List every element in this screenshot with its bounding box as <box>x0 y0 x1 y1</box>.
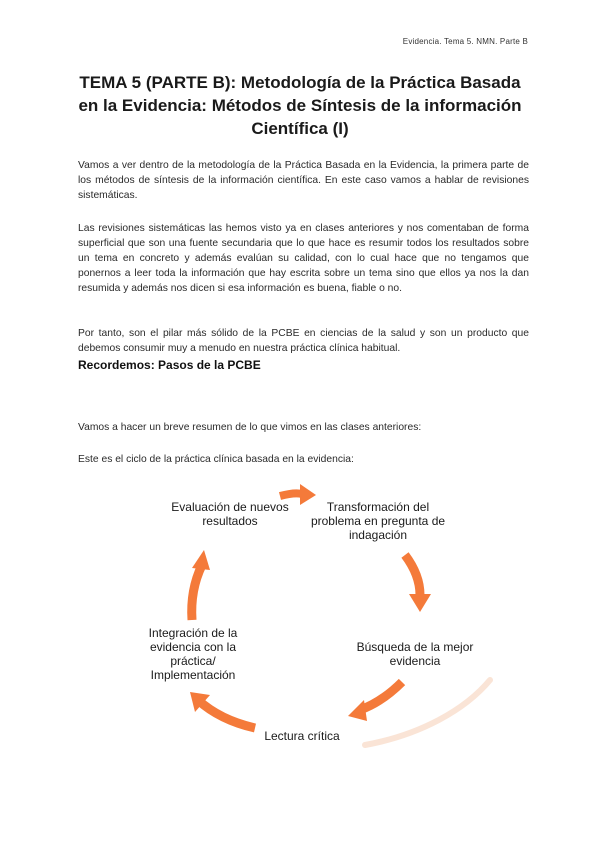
cycle-step-evaluation: Evaluación de nuevos resultados <box>171 500 289 528</box>
section-heading: Recordemos: Pasos de la PCBE <box>78 358 261 372</box>
summary-paragraph: Vamos a hacer un breve resumen de lo que vimos en las clases anteriores: <box>78 422 422 433</box>
decorative-swoosh <box>365 680 490 745</box>
intro-paragraph: Vamos a ver dentro de la metodología de la Práctica Basada en la Evidencia, la primera parte de los métodos de síntesis de la información científica. En este caso vamos a hablar de revisiones sistemáticas. <box>78 160 529 201</box>
pillar-paragraph: Por tanto, son el pilar más sólido de la PCBE en ciencias de la salud y son un producto que debemos consumir muy a menudo en nuestra práctica clínica habitual. <box>78 328 529 354</box>
running-header: Evidencia. Tema 5. NMN. Parte B <box>402 37 528 46</box>
cycle-arrow-bottom-left <box>190 692 255 728</box>
document-title: TEMA 5 (PARTE B): Metodología de la Práctica Basada en la Evidencia: Métodos de Síntesis de la información Científica (I) <box>78 73 522 138</box>
cycle-step-search: Búsqueda de la mejor evidencia <box>356 640 474 668</box>
cycle-arrow-right <box>405 555 431 612</box>
cycle-step-integration: Integración de la evidencia con la práctica/ Implementación <box>148 626 238 682</box>
cycle-step-critical-reading: Lectura crítica <box>264 729 340 743</box>
reviews-paragraph: Las revisiones sistemáticas las hemos visto ya en clases anteriores y nos comentaban de forma superficial que son una fuente secundaria que lo que hace es resumir todos los resultados sobre un tema en concreto y además evalúan su calidad, con lo cual hace que no tengamos que ponernos a leer toda la información que hay escrita sobre un tema sino que ellos ya nos la dan resumida y además nos dicen si esa información es buena, fiable o no. <box>78 223 529 294</box>
cycle-step-transformation: Transformación del problema en pregunta de indagación <box>310 500 446 542</box>
cycle-arrow-left <box>192 550 210 620</box>
cycle-arrow-bottom-right <box>348 682 402 721</box>
cycle-intro-paragraph: Este es el ciclo de la práctica clínica basada en la evidencia: <box>78 454 354 465</box>
